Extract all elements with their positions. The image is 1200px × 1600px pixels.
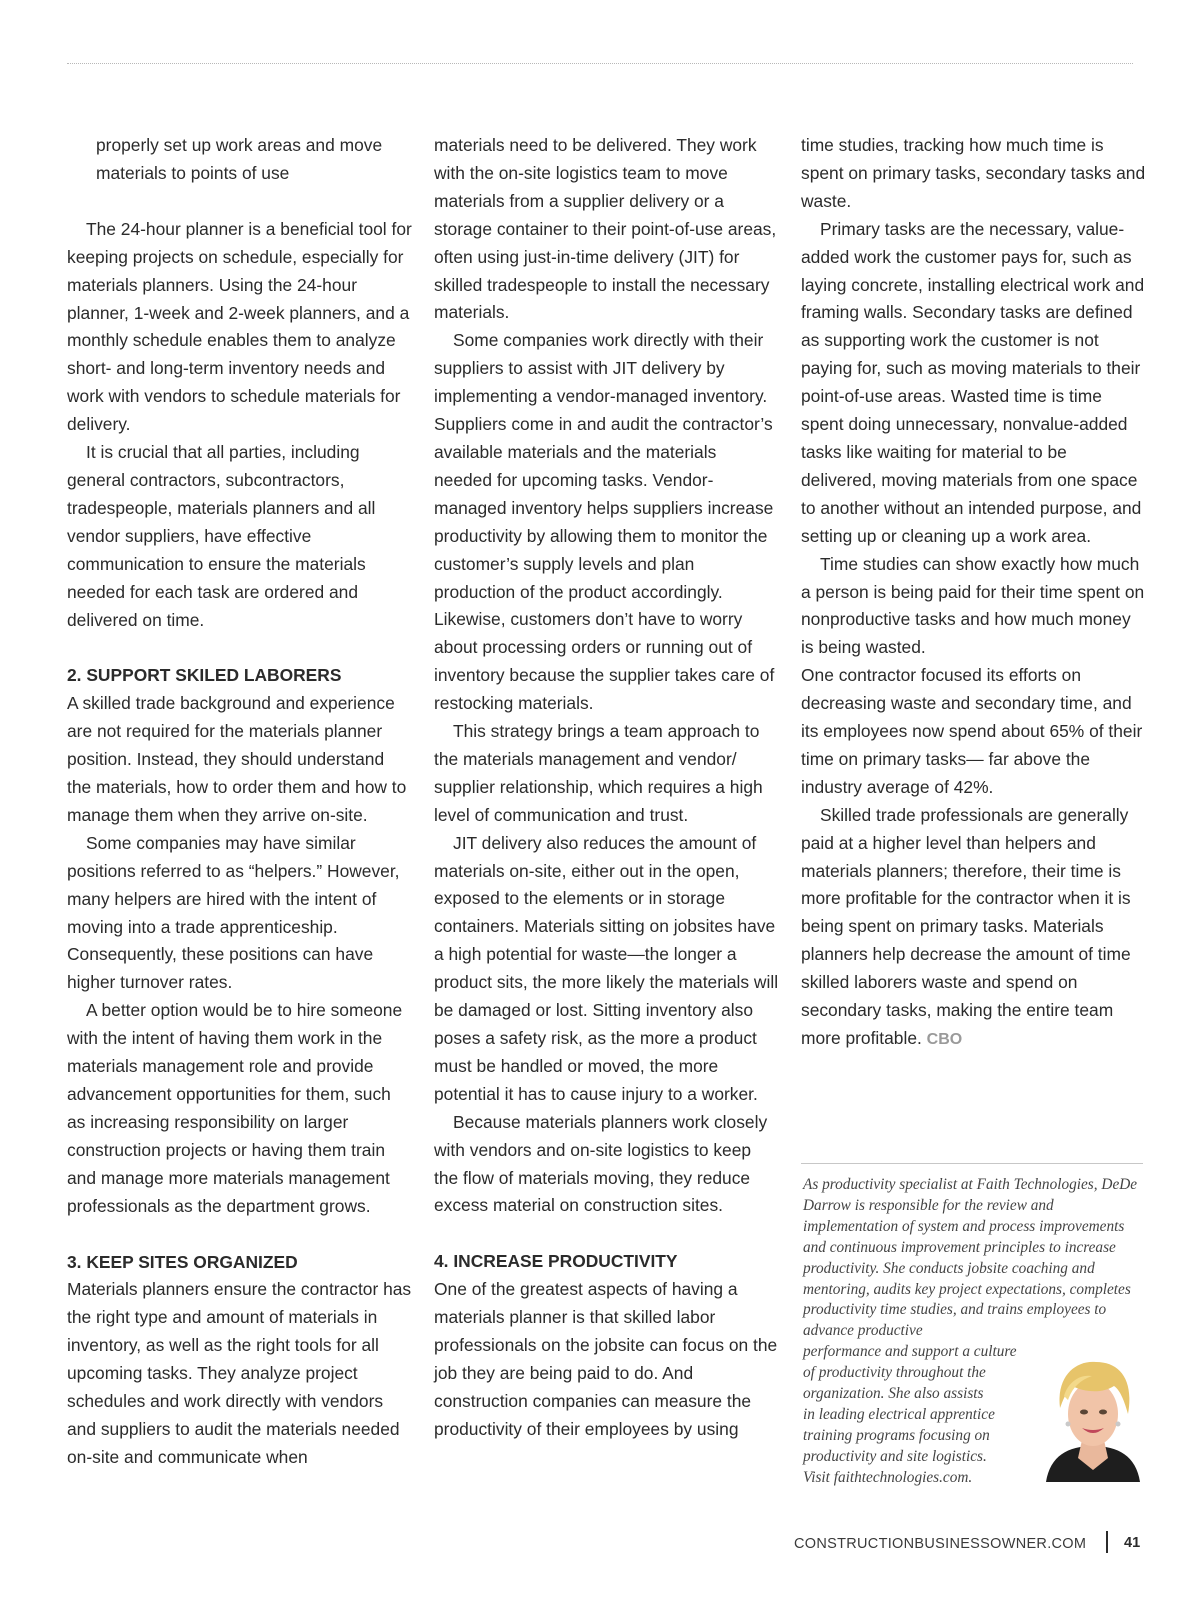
top-dotted-rule	[67, 63, 1133, 64]
column-3	[801, 132, 1146, 1054]
paragraph: Some companies may have similar positions referred to as “helpers.” However, many helpers are hired with the intent of moving into a trade apprenticeship. Consequently, these positions can have higher turnover rates.	[67, 832, 400, 993]
bio-line: productivity and site logistics.	[803, 1447, 987, 1465]
paragraph: Because materials planners work closely with vendors and on-site logistics to keep the flow of materials moving, they reduce excess material on construction sites.	[434, 1111, 768, 1216]
paragraph: A skilled trade background and experience are not required for the materials planner position. Instead, they should understand the materials, how to order them and how to manage them when they arrive on-site.	[67, 693, 407, 825]
footer-website: CONSTRUCTIONBUSINESSOWNER.COM	[794, 1536, 1087, 1552]
bio-line: Visit faithtechnologies.com.	[803, 1468, 973, 1486]
column-2	[434, 132, 779, 1444]
paragraph: It is crucial that all parties, including general contractors, subcontractors, tradespeople, materials planners and all vendor suppliers, have effective communication to ensure the materials needed for each task are ordered and delivered on time.	[67, 442, 376, 630]
column-1	[67, 132, 412, 1472]
paragraph: Time studies can show exactly how much a person is being paid for their time spent on nonproductive tasks and how much money is being wasted.	[801, 553, 1145, 658]
section-heading-3: 3. KEEP SITES ORGANIZED	[67, 1251, 298, 1272]
paragraph: This strategy brings a team approach to the materials management and vendor/ supplier relationship, which requires a high level of communication and trust.	[434, 721, 763, 825]
section-heading-2: 2. SUPPORT SKILED LABORERS	[67, 665, 342, 686]
paragraph-text: Skilled trade professionals are generally paid at a higher level than helpers and materials planners; therefore, their time is more profitable for the contractor when it is being spent on primary tasks. Materials planners help decrease the amount of time skilled laborers waste and spend on secondary tasks, making the entire team more profitable.	[801, 804, 1131, 1048]
paragraph: A better option would be to hire someone with the intent of having them work in the materials management role and provide advancement opportunities for them, such as increasing responsibility on larger construction projects or having them train and manage more materials management professionals as the department grows.	[67, 1000, 403, 1216]
paragraph: The 24-hour planner is a beneficial tool for keeping projects on schedule, especially for materials planners. Using the 24-hour planner, 1-week and 2-week planners, and a monthly schedule enables them to analyze short- and long-term inventory needs and work with vendors to schedule materials for delivery.	[67, 218, 412, 435]
bullet-continuation: properly set up work areas and move materials to points of use	[96, 135, 383, 183]
paragraph: One contractor focused its efforts on decreasing waste and secondary time, and its employees now spend about 65% of their time on primary tasks— far above the industry average of 42%.	[801, 665, 1143, 797]
footer-divider	[1106, 1531, 1108, 1553]
paragraph: JIT delivery also reduces the amount of materials on-site, either out in the open, exposed to the elements or in storage containers. Materials sitting on jobsites have a high potential for waste—the longer a product sits, the more likely the materials will be damaged or lost. Sitting inventory also poses a safety risk, as the more a product must be handled or moved, the more potential it has to cause injury to a worker.	[434, 832, 779, 1104]
paragraph: Materials planners ensure the contractor has the right type and amount of materials in inventory, as well as the right tools for all upcoming tasks. They analyze project schedules and work directly with vendors and suppliers to audit the materials needed on-site and communicate when	[67, 1279, 412, 1467]
paragraph: Primary tasks are the necessary, value-added work the customer pays for, such as laying concrete, installing electrical work and framing walls. Secondary tasks are defined as supporting work the customer is not paying for, such as moving materials to their point-of-use areas. Wasted time is time spent doing unnecessary, nonvalue-added tasks like waiting for material to be delivered, moving materials from one space to another without an intended purpose, and setting up or cleaning up a work area.	[801, 218, 1145, 546]
bio-divider	[801, 1163, 1143, 1164]
paragraph: time studies, tracking how much time is spent on primary tasks, secondary tasks and waste.	[801, 135, 1146, 211]
page-number: 41	[1124, 1535, 1141, 1551]
end-mark: CBO	[926, 1031, 963, 1048]
bio-line: organization. She also assists	[803, 1385, 984, 1403]
bio-line: in leading electrical apprentice	[803, 1405, 995, 1423]
author-photo	[1042, 1352, 1144, 1482]
paragraph	[801, 802, 1146, 1054]
bio-text: As productivity specialist at Faith Technologies, DeDe Darrow is responsible for the review and implementation of system and process improvements and continuous improvement principles to increase productivity. She conducts jobsite coaching and mentoring, audits key project expectations, completes productivity time studies, and trains employees to advance productive	[803, 1176, 1138, 1340]
paragraph: Some companies work directly with their suppliers to assist with JIT delivery by implementing a vendor-managed inventory. Suppliers come in and audit the contractor’s available materials and the materials needed for upcoming tasks. Vendor-managed inventory helps suppliers increase productivity by allowing them to monitor the customer’s supply levels and plan production of the product accordingly. Likewise, customers don’t have to worry about processing orders or running out of inventory because the supplier takes care of restocking materials.	[434, 330, 775, 714]
section-heading-4: 4. INCREASE PRODUCTIVITY	[434, 1251, 678, 1272]
bio-line: performance and support a culture	[803, 1343, 1017, 1361]
bio-line: training programs focusing on	[803, 1426, 990, 1444]
bio-line: of productivity throughout the	[803, 1364, 986, 1382]
paragraph: One of the greatest aspects of having a materials planner is that skilled labor professionals on the jobsite can focus on the job they are being paid to do. And construction companies can measure the productivity of their employees by using	[434, 1279, 778, 1439]
paragraph: materials need to be delivered. They work with the on-site logistics team to move materials from a supplier delivery or a storage container to their point-of-use areas, often using just-in-time delivery (JIT) for skilled tradespeople to install the necessary materials.	[434, 135, 777, 323]
